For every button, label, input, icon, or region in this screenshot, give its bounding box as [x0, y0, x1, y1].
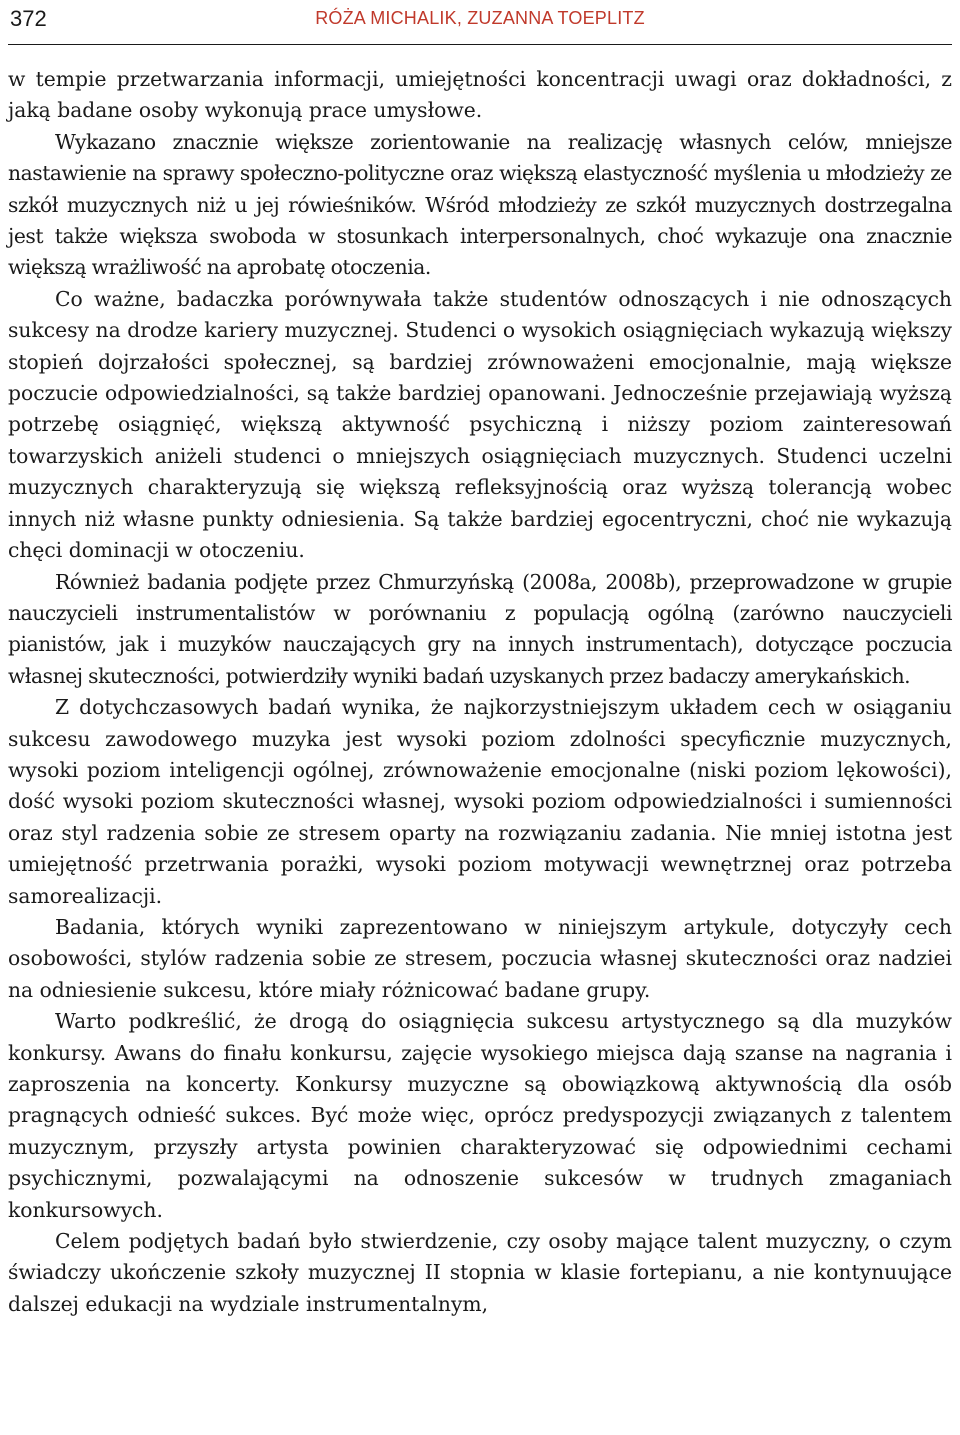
body-text: [8, 64, 952, 1320]
paragraph: Celem podjętych badań było stwierdzenie, czy osoby mające talent muzyczny, o czym świadczy ukończenie szkoły muzycznej II stopnia w klasie fortepianu, a nie kontynuujące dalszej edukacji na wydziale instrumentalnym,: [8, 1229, 952, 1316]
paragraph: Z dotychczasowych badań wynika, że najkorzystniejszym układem cech w osiąganiu sukcesu zawodowego muzyka jest wysoki poziom zdolności specyficznie muzycznych, wysoki poziom inteligencji ogólnej, zrównoważenie emocjonalne (niski poziom lękowości), dość wysoki poziom skuteczności własnej, wysoki poziom odpowiedzialności i sumienności oraz styl radzenia sobie ze stresem oparty na rozwiązaniu zadania. Nie mniej istotna jest umiejętność przetrwania porażki, wysoki poziom motywacji wewnętrznej oraz potrzeba samorealizacji.: [8, 695, 952, 908]
paragraph: Badania, których wyniki zaprezentowano w niniejszym artykule, dotyczyły cech osobowości, stylów radzenia sobie ze stresem, poczucia własnej skuteczności oraz nadziei na odniesienie sukcesu, które miały różnicować badane grupy.: [8, 914, 952, 1002]
paragraph: Co ważne, badaczka porównywała także studentów odnoszących i nie odnoszących sukcesy na drodze kariery muzycznej. Studenci o wysokich osiągnięciach wykazują większy stopień dojrzałości społecznej, są bardziej zrównoważeni emocjonalnie, mają większe poczucie odpowiedzialności, są także bardziej opanowani. Jednocześnie przejawiają wyższą potrzebę osiągnięć, większą aktywność psychiczną i niższy poziom zainteresowań towarzyskich aniżeli studenci o mniejszych osiągnięciach muzycznych. Studenci uczelni muzycznych charakteryzują się większą refleksyjnością oraz wyższą tolerancją wobec innych niż własne punkty odniesienia. Są także bardziej egocentryczni, choć nie wykazują chęci dominacji w otoczeniu.: [8, 286, 952, 563]
page-number: 372: [10, 6, 47, 31]
paragraph: Również badania podjęte przez Chmurzyńską (2008a, 2008b), przeprowadzone w grupie nauczycieli instrumentalistów w porównaniu z populacją ogólną (zarówno nauczycieli pianistów, jak i muzyków nauczających gry na innych instrumentach), dotyczące poczucia własnej skuteczności, potwierdziły wyniki badań uzyskanych przez badaczy amerykańskich.: [8, 569, 952, 688]
paragraph: Warto podkreślić, że drogą do osiągnięcia sukcesu artystycznego są dla muzyków konkursy. Awans do finału konkursu, zajęcie wysokiego miejsca dają szanse na nagrania i zaproszenia na koncerty. Konkursy muzyczne są obowiązkową aktywnością dla osób pragnących odnieść sukces. Być może więc, oprócz predyspozycji związanych z talentem muzycznym, przyszły artysta powinien charakteryzować się odpowiednimi cechami psychicznymi, pozwalającymi na odnoszenie sukcesów w trudnych zmaganiach konkursowych.: [8, 1009, 952, 1222]
paragraph: Wykazano znacznie większe zorientowanie na realizację własnych celów, mniejsze nastawienie na sprawy społeczno-polityczne oraz większą elastyczność myślenia u młodzieży ze szkół muzycznych niż u jej rówieśników. Wśród młodzieży ze szkół muzycznych dostrzegalna jest także większa swoboda w stosunkach interpersonalnych, choć wykazuje ona znacznie większą wrażliwość na aprobatę otoczenia.: [8, 129, 952, 280]
paragraph-continuation: w tempie przetwarzania informacji, umiejętności koncentracji uwagi oraz dokładności, z jaką badane osoby wykonują prace umysłowe.: [8, 67, 952, 123]
page-header: [8, 0, 952, 45]
running-head-authors: RÓŻA MICHALIK, ZUZANNA TOEPLITZ: [315, 8, 645, 28]
